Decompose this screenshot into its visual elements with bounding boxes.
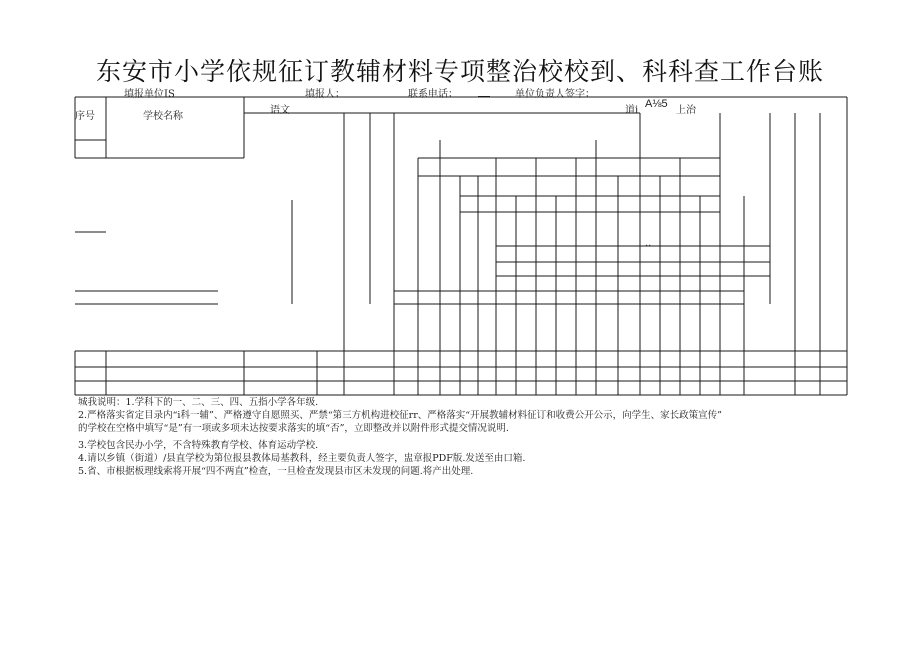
note-1: 城我说明：1.学科下的一、二、三、四、五指小学各年级. [78,397,319,408]
note-3: 3.学校包含民办小学，不含特殊教育学校、体育运动学校. [78,440,319,451]
column-chinese: 语文 [270,105,290,116]
fill-unit-label: 填报单位IS [124,89,175,100]
column-a45: A⅛5 [645,98,668,110]
column-seq: 序号 [75,111,95,122]
note-2-cont: 的学校在空格中填写“是”有一项或多项未达按要求落实的填“否”，立即整改并以附件形式提交情况说明. [78,423,509,434]
cell-mark: .. [645,238,652,249]
explanation-notes [78,396,722,478]
note-2: 2.严格落实省定目录内“i科一辅”、严格遵守自愿照买、严禁“第三方机构进校征rr、严格落实“开展教辅材料征订和收费公开公示，向学生、家长政策宣传” [78,410,722,421]
fill-person-label: 填报人： [305,89,345,100]
column-shangzhi: 上治 [676,105,696,116]
contact-phone-label: 联系电话： [408,89,458,100]
note-4: 4.请以乡镇（街道）/县直学校为第位报县教体局基教科，经主要负责人签字，盅章报PDF版.发送至由口箱. [78,453,526,464]
signer-label: 单位负责人签字： [515,89,595,100]
column-dao: 道i [625,105,639,116]
page-title: 东安市小学依规征订教辅材料专项整治校校到、科科查工作台账 [95,57,824,86]
note-5: 5.省、市根据板理线索将开展“四不两直”检查，一旦检查发现县市区未发现的问题.将产出处理. [78,466,474,477]
column-school-name: 学校名称 [143,111,183,122]
